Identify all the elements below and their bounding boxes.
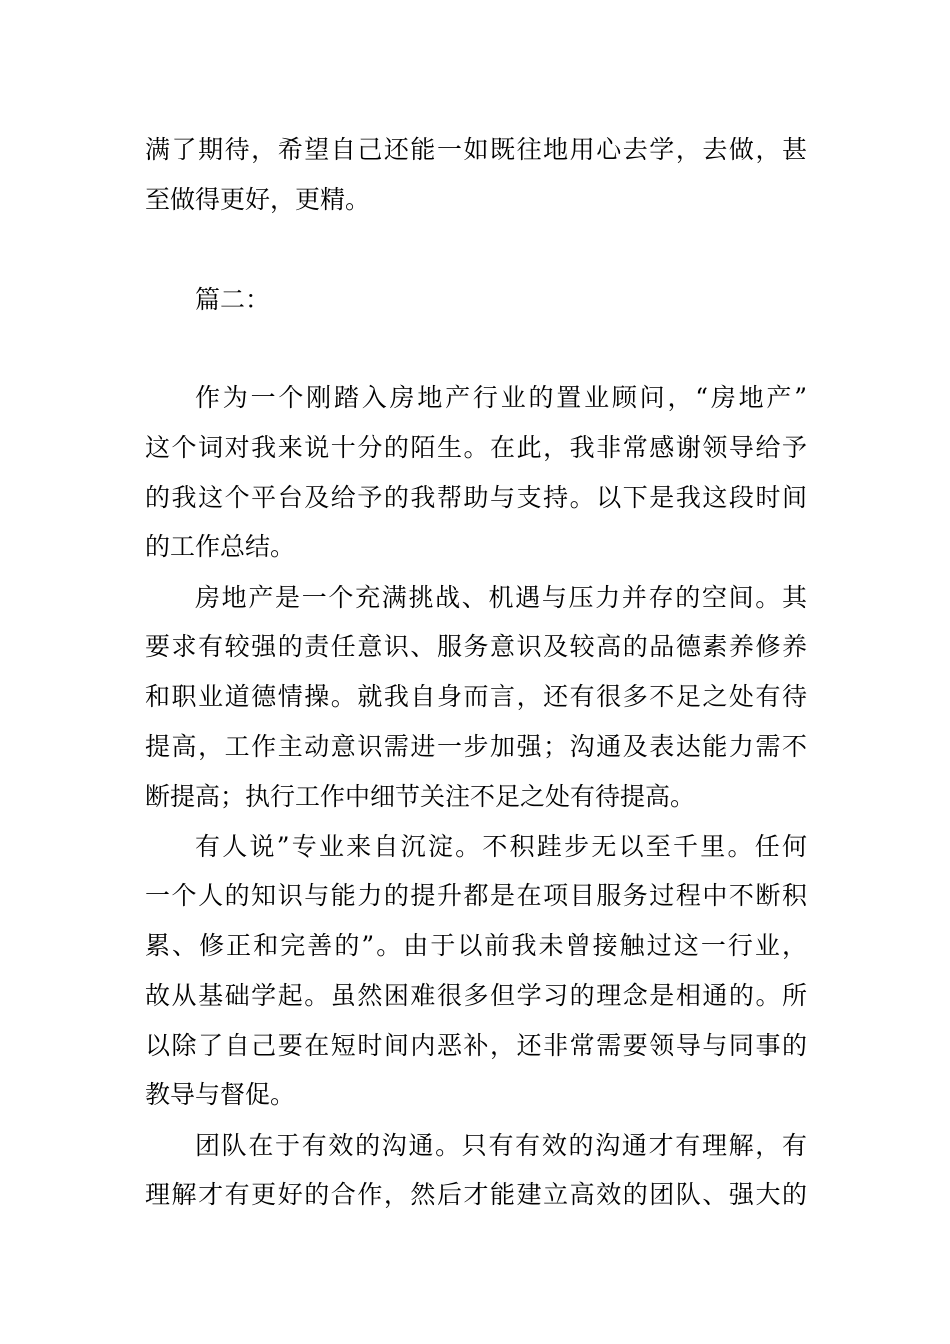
text-line: 以除了自己要在短时间内恶补，还非常需要领导与同事的 <box>145 1031 807 1060</box>
text-line: 一个人的知识与能力的提升都是在项目服务过程中不断积 <box>145 881 807 910</box>
section-heading: 篇二： <box>195 285 271 314</box>
text-line: 有人说”专业来自沉淀。不积跬步无以至千里。任何 <box>195 832 807 861</box>
text-line: 提高，工作主动意识需进一步加强；沟通及表达能力需不 <box>145 732 807 761</box>
text-line: 要求有较强的责任意识、服务意识及较高的品德素养修养 <box>145 632 807 661</box>
text-line: 团队在于有效的沟通。只有有效的沟通才有理解，有 <box>195 1131 807 1160</box>
text-line: 教导与督促。 <box>145 1080 296 1109</box>
text-line: 累、修正和完善的”。由于以前我未曾接触过这一行业， <box>145 931 807 960</box>
text-line: 满了期待，希望自己还能一如既往地用心去学，去做，甚 <box>145 135 807 164</box>
text-line: 作为一个刚踏入房地产行业的置业顾问，“房地产” <box>195 383 807 412</box>
text-line: 至做得更好，更精。 <box>145 185 371 214</box>
text-line: 房地产是一个充满挑战、机遇与压力并存的空间。其 <box>195 583 807 612</box>
text-line: 的工作总结。 <box>145 532 296 561</box>
text-line: 这个词对我来说十分的陌生。在此，我非常感谢领导给予 <box>145 433 807 462</box>
text-line: 和职业道德情操。就我自身而言，还有很多不足之处有待 <box>145 682 807 711</box>
text-line: 理解才有更好的合作，然后才能建立高效的团队、强大的 <box>145 1180 807 1209</box>
text-line: 故从基础学起。虽然困难很多但学习的理念是相通的。所 <box>145 981 807 1010</box>
text-line: 断提高；执行工作中细节关注不足之处有待提高。 <box>145 782 696 811</box>
text-line: 的我这个平台及给予的我帮助与支持。以下是我这段时间 <box>145 483 807 512</box>
